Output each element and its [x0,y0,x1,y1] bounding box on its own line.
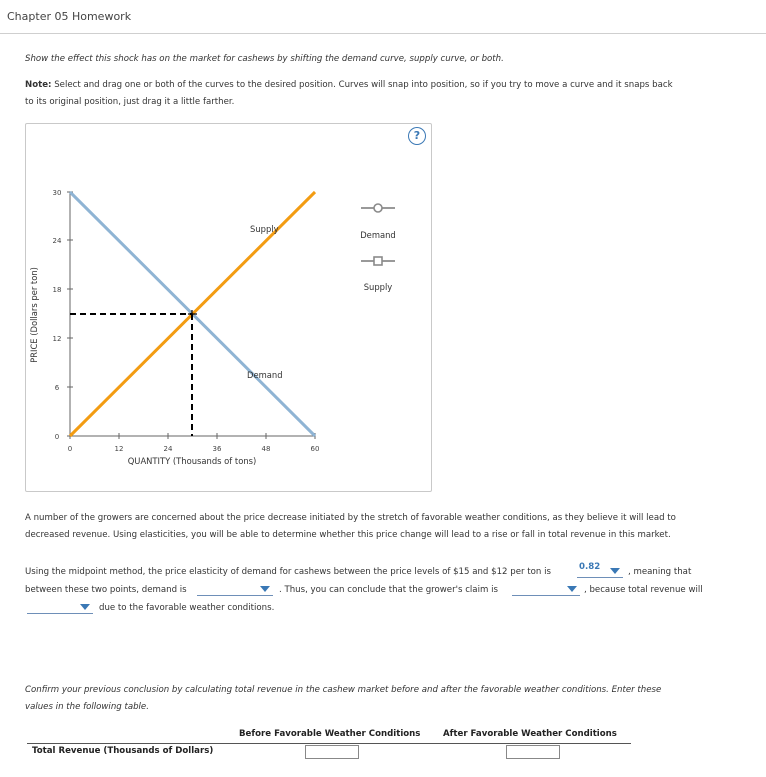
revenue-before-input[interactable] [305,745,359,759]
y-tick-label: 12 [52,335,62,343]
elasticity-sentence: Using the midpoint method, the price elasticity of demand for cashews between the price levels of $15 and $12 per ton is [25,567,551,577]
revenue-after-input[interactable] [506,745,560,759]
confirm-line-1: Confirm your previous conclusion by calculating total revenue in the cashew market before and after the favorable weather conditions. Enter these [25,685,662,695]
legend-demand-tool[interactable] [361,204,395,212]
revenue-will-text: , because total revenue will [584,585,703,595]
elasticity-dropdown[interactable] [577,562,623,578]
help-icon[interactable]: ? [408,127,426,145]
note-line-2: to its original position, just drag it a little farther. [25,97,235,107]
table-row-label: Total Revenue (Thousands of Dollars) [32,746,214,756]
x-tick-label: 0 [67,445,73,453]
x-axis-label: QUANTITY (Thousands of tons) [127,456,257,466]
demand-type-dropdown[interactable] [197,584,273,596]
page-title: Chapter 05 Homework [7,10,132,23]
chevron-down-icon [567,586,577,592]
note-label: Note: [25,80,52,90]
legend-supply-label: Supply [363,282,393,292]
weather-conditions-text: due to the favorable weather conditions. [99,603,275,613]
x-tick-label: 48 [261,445,271,453]
y-tick-label: 6 [54,384,60,392]
question-line-2: decreased revenue. Using elasticities, you will be able to determine whether this price change will lead to a rise or fall in total revenue in this market. [25,530,671,540]
elasticity-value: 0.82 [579,562,601,572]
x-tick-label: 24 [163,445,173,453]
note-text: Select and drag one or both of the curves to the desired position. Curves will snap into position, so if you try to move a curve and it snaps back [51,80,673,90]
y-tick-label: 18 [52,286,62,294]
x-tick-label: 60 [310,445,320,453]
instruction-text: Show the effect this shock has on the market for cashews by shifting the demand curve, supply curve, or both. [25,54,504,64]
chevron-down-icon [610,568,620,574]
question-line-1: A number of the growers are concerned about the price decrease initiated by the stretch of favorable weather conditions, as they believe it will lead to [25,513,676,523]
legend-supply-tool[interactable] [361,257,395,265]
y-tick-label: 24 [52,237,62,245]
table-divider [27,743,631,744]
claim-is-text: . Thus, you can conclude that the grower's claim is [279,585,498,595]
chevron-down-icon [260,586,270,592]
demand-curve-label: Demand [247,370,283,380]
legend-demand-label: Demand [360,230,396,240]
confirm-line-2: values in the following table. [25,702,149,712]
claim-dropdown[interactable] [512,584,580,596]
meaning-that-text: , meaning that [628,567,692,577]
x-tick-label: 12 [114,445,124,453]
y-tick-label: 30 [52,189,62,197]
table-header-before: Before Favorable Weather Conditions [239,729,421,739]
y-axis-label: PRICE (Dollars per ton) [29,267,39,363]
chevron-down-icon [80,604,90,610]
revenue-change-dropdown[interactable] [27,602,93,614]
x-tick-label: 36 [212,445,222,453]
demand-is-text: between these two points, demand is [25,585,187,595]
table-header-after: After Favorable Weather Conditions [443,729,617,739]
supply-curve-label: Supply [250,224,279,234]
y-tick-label: 0 [54,433,60,441]
